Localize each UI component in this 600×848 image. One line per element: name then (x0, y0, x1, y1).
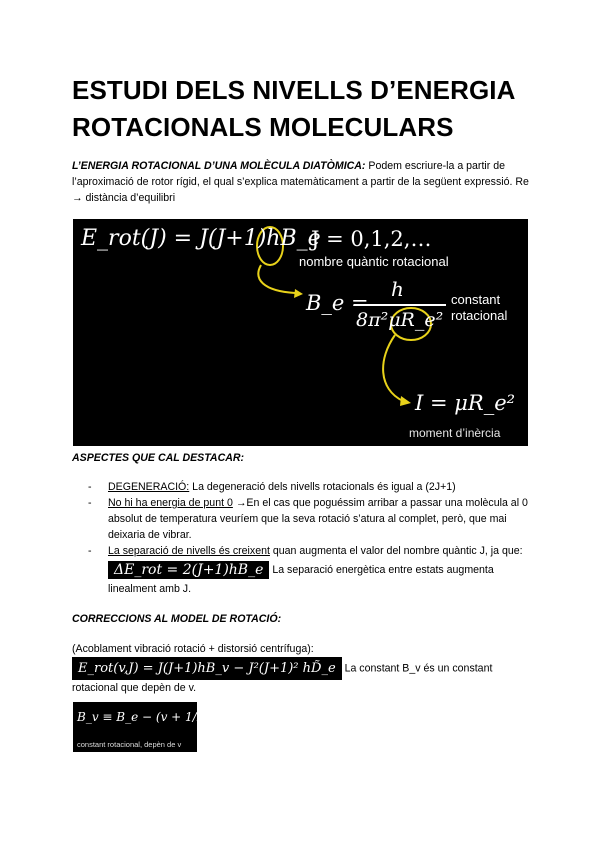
list-dash: - (88, 545, 92, 557)
delta-e-equation: ΔE_rot = 2(J+1)hB_e (108, 561, 269, 579)
intro-text: Podem escriure-la a partir de l’aproximació de rotor rígid, el qual s’explica matemàticament a partir de la següent expressió. Re → distància d’equilibri (72, 160, 529, 204)
arrow-to-inertia (383, 335, 403, 401)
page-title: ESTUDI DELS NIVELLS D’ENERGIA ROTACIONALS MOLECULARS (72, 75, 515, 142)
inertia-equation: I = μR_e² (415, 391, 516, 415)
arrow-to-be (258, 265, 295, 293)
intro-paragraph (72, 158, 532, 206)
aspects-list (88, 479, 538, 597)
be-numerator: h (391, 277, 404, 301)
separation-label: La separació de nivells és creixent (108, 545, 270, 557)
rotational-energy-figure (73, 219, 528, 446)
bv-figure (73, 702, 235, 752)
arrow-head-be (294, 289, 303, 298)
energy-equation: E_rot(J) = J(J+1)hB_e (81, 226, 321, 251)
degeneracy-label: DEGENERACIÓ: (108, 481, 190, 493)
list-dash: - (88, 481, 92, 493)
separation-text-before: quan augmenta el valor del nombre quàntic J, ja que: (269, 545, 523, 557)
aspects-heading: ASPECTES QUE CAL DESTACAR: (72, 452, 245, 464)
label-quantum-number: nombre quàntic rotacional (299, 254, 449, 269)
zero-point-label: No hi ha energia de punt 0 (108, 497, 233, 509)
corrected-energy-equation: E_rot(v,J) = J(J+1)hB_v − J²(J+1)² hD̃_e (72, 657, 342, 680)
corrections-heading: CORRECCIONS AL MODEL DE ROTACIÓ: (72, 613, 282, 625)
corrections-paren: (Acoblament vibració rotació + distorsió centrífuga): (72, 643, 314, 655)
zero-point-text: →En el cas que poguéssim arribar a passar una molècula al 0 absolut de temperatura veuríem que la seva rotació s’atura al complet, però, que mai deixaria de vibrar. (108, 497, 528, 541)
be-denominator: 8π²μR_e² (356, 309, 444, 331)
label-moment-inertia: moment d’inèrcia (409, 426, 501, 440)
separation-text-after: La separació energètica entre estats augmenta linealment amb J. (108, 563, 494, 595)
list-item (88, 543, 538, 597)
be-lhs: B_e = (306, 291, 369, 315)
list-item (88, 479, 538, 495)
list-item (88, 495, 538, 543)
label-rotational: rotacional (451, 308, 508, 323)
degeneracy-text: La degeneració dels nivells rotacionals és igual a (2J+1) (189, 481, 456, 493)
bv-equation: B_v ≡ B_e − (v + 1/2) α_e (77, 710, 235, 724)
corrections-text: La constant B_v és un constant rotacional que depèn de v. (72, 662, 493, 694)
intro-label: L’ENERGIA ROTACIONAL D’UNA MOLÈCULA DIATÒMICA: (72, 160, 366, 172)
j-values: J = 0,1,2,… (311, 227, 432, 251)
arrow-head-inertia (400, 396, 411, 406)
list-dash: - (88, 497, 92, 509)
bv-caption: constant rotacional, depèn de v (77, 740, 182, 749)
corrections-paragraph (72, 657, 532, 697)
label-constant: constant (451, 292, 501, 307)
